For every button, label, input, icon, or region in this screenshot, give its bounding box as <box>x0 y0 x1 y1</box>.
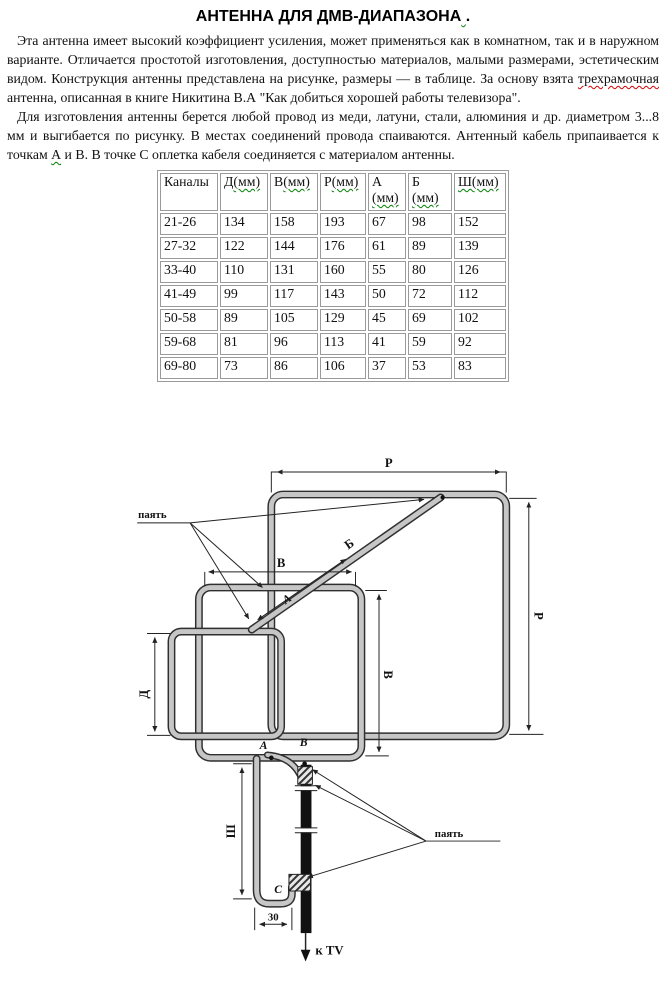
text-segment: антенна, описанная в книге Никитина В.А "Как добиться хорошей работы телевизора". <box>7 90 521 105</box>
table-cell: 50 <box>368 285 406 307</box>
solder-label-right: паять <box>434 828 464 841</box>
text-segment: Эта антенна имеет высокий коэффициент усиления, может применяться как в комнатном, так и в наружном варианте. Отличается простотой изготовления, доступностью материалов, малыми размерами, эстетическим видом. Конструкция антенны представлена на рисунке, размеры — в таблице. За основу взята <box>7 33 659 86</box>
point-b-label: В <box>299 736 308 750</box>
text-segment: Ш(мм) <box>458 174 499 189</box>
dimension-d-left <box>137 634 171 736</box>
col-header-sh <box>454 173 506 211</box>
text-segment: А <box>51 147 62 162</box>
dim-label-p-top: Р <box>384 456 393 471</box>
tube-label-b-diagonal: Б <box>341 535 357 553</box>
table-header-row <box>160 173 506 211</box>
point-a-label: А <box>259 739 268 753</box>
paragraph-construction <box>7 107 659 164</box>
table-cell: 139 <box>454 237 506 259</box>
col-header-channels <box>160 173 218 211</box>
dim-label-p-right: Р <box>531 612 546 620</box>
table-cell: 176 <box>320 237 366 259</box>
table-cell: 117 <box>270 285 318 307</box>
text-segment: (мм) <box>412 190 439 205</box>
table-cell: 41 <box>368 333 406 355</box>
solder-dot-a <box>269 756 274 761</box>
table-cell: 106 <box>320 357 366 379</box>
table-cell: 193 <box>320 213 366 235</box>
text-segment: А <box>372 174 382 189</box>
text-segment: Д <box>224 174 234 189</box>
to-tv-arrow <box>301 933 345 961</box>
table-cell: 113 <box>320 333 366 355</box>
text-segment: и В. В точке С оплетка кабеля соединяется с материалом антенны. <box>61 147 455 162</box>
table-cell: 92 <box>454 333 506 355</box>
table-cell: 160 <box>320 261 366 283</box>
table-cell: 89 <box>220 309 268 331</box>
page-title <box>7 8 659 26</box>
table-cell: 98 <box>408 213 452 235</box>
table-cell: 81 <box>220 333 268 355</box>
table-body <box>160 213 506 379</box>
table-cell: 67 <box>368 213 406 235</box>
table-cell: 55 <box>368 261 406 283</box>
table-cell: 41-49 <box>160 285 218 307</box>
solder-hatch-c <box>289 874 311 891</box>
col-header-r <box>320 173 366 211</box>
to-tv-label: к TV <box>315 943 344 958</box>
table-cell: 73 <box>220 357 268 379</box>
solder-label-left: паять <box>138 509 167 522</box>
dim-label-a-diagonal: А <box>280 591 294 607</box>
table-cell: 134 <box>220 213 268 235</box>
text-segment: (мм) <box>372 190 399 205</box>
dim-label-30: 30 <box>267 911 279 924</box>
solder-dot-top <box>440 495 444 499</box>
table-cell: 21-26 <box>160 213 218 235</box>
table-row <box>160 357 506 379</box>
text-segment: Каналы <box>164 174 209 189</box>
table-cell: 131 <box>270 261 318 283</box>
text-segment: Б <box>412 174 420 189</box>
table-cell: 69-80 <box>160 357 218 379</box>
table-cell: 102 <box>454 309 506 331</box>
text-segment: Для изготовления антенны берется любой провод из меди, латуни, стали, алюминия и др. диаметром 3...8 мм и выгибается по рисунку. В местах соединений провода спаиваются. Антенный кабель припаивается к точкам <box>7 109 659 162</box>
coax-cable <box>289 765 317 933</box>
table-cell: 59 <box>408 333 452 355</box>
table-cell: 122 <box>220 237 268 259</box>
table-cell: 129 <box>320 309 366 331</box>
text-segment: трехрамочная <box>577 71 659 86</box>
dim-label-b-right: В <box>380 670 395 679</box>
text-segment: (мм) <box>331 174 359 189</box>
table-cell: 112 <box>454 285 506 307</box>
solder-callout-right <box>308 770 501 878</box>
text-segment: . <box>465 8 471 25</box>
col-header-b <box>408 173 452 211</box>
small-frame-tube <box>171 632 281 737</box>
solder-dot-b <box>302 761 307 766</box>
text-segment: Р <box>324 174 332 189</box>
text-segment: (мм) <box>283 174 310 189</box>
table-cell: 96 <box>270 333 318 355</box>
col-header-v <box>270 173 318 211</box>
table-cell: 33-40 <box>160 261 218 283</box>
table-cell: 105 <box>270 309 318 331</box>
col-header-a <box>368 173 406 211</box>
table-cell: 110 <box>220 261 268 283</box>
table-cell: 83 <box>454 357 506 379</box>
dimension-30-bottom <box>255 908 292 931</box>
table-cell: 53 <box>408 357 452 379</box>
table-row <box>160 237 506 259</box>
table-cell: 144 <box>270 237 318 259</box>
table-row <box>160 261 506 283</box>
dimension-p-top <box>271 456 506 492</box>
text-segment: (мм) <box>233 174 261 189</box>
dimension-b-right <box>365 590 395 755</box>
table-cell: 80 <box>408 261 452 283</box>
down-arrow-icon <box>301 950 311 962</box>
table-cell: 45 <box>368 309 406 331</box>
table-cell: 86 <box>270 357 318 379</box>
table-cell: 61 <box>368 237 406 259</box>
table-cell: 126 <box>454 261 506 283</box>
table-cell: 143 <box>320 285 366 307</box>
dimension-sh-left <box>224 764 252 899</box>
table-cell: 99 <box>220 285 268 307</box>
point-c-label: С <box>274 882 283 896</box>
table-cell: 50-58 <box>160 309 218 331</box>
table-row <box>160 333 506 355</box>
col-header-d <box>220 173 268 211</box>
dimension-p-right <box>509 498 545 734</box>
table-cell: 152 <box>454 213 506 235</box>
paragraph-intro <box>7 31 659 107</box>
solder-hatch-top <box>298 767 313 785</box>
table-row <box>160 285 506 307</box>
table-cell: 37 <box>368 357 406 379</box>
antenna-diagram <box>7 432 659 977</box>
dim-label-d: Д <box>136 689 151 699</box>
dim-label-sh: Ш <box>224 824 239 839</box>
table-cell: 89 <box>408 237 452 259</box>
table-row <box>160 309 506 331</box>
table-row <box>160 213 506 235</box>
dim-label-b-top: В <box>276 555 286 570</box>
table-cell: 27-32 <box>160 237 218 259</box>
table-cell: 158 <box>270 213 318 235</box>
dimensions-table <box>157 170 509 382</box>
table-cell: 69 <box>408 309 452 331</box>
table-cell: 72 <box>408 285 452 307</box>
table-cell: 59-68 <box>160 333 218 355</box>
text-segment: В <box>274 174 284 189</box>
text-segment: АНТЕННА ДЛЯ ДМВ-ДИАПАЗОНА <box>195 8 462 25</box>
table-header <box>160 173 506 211</box>
